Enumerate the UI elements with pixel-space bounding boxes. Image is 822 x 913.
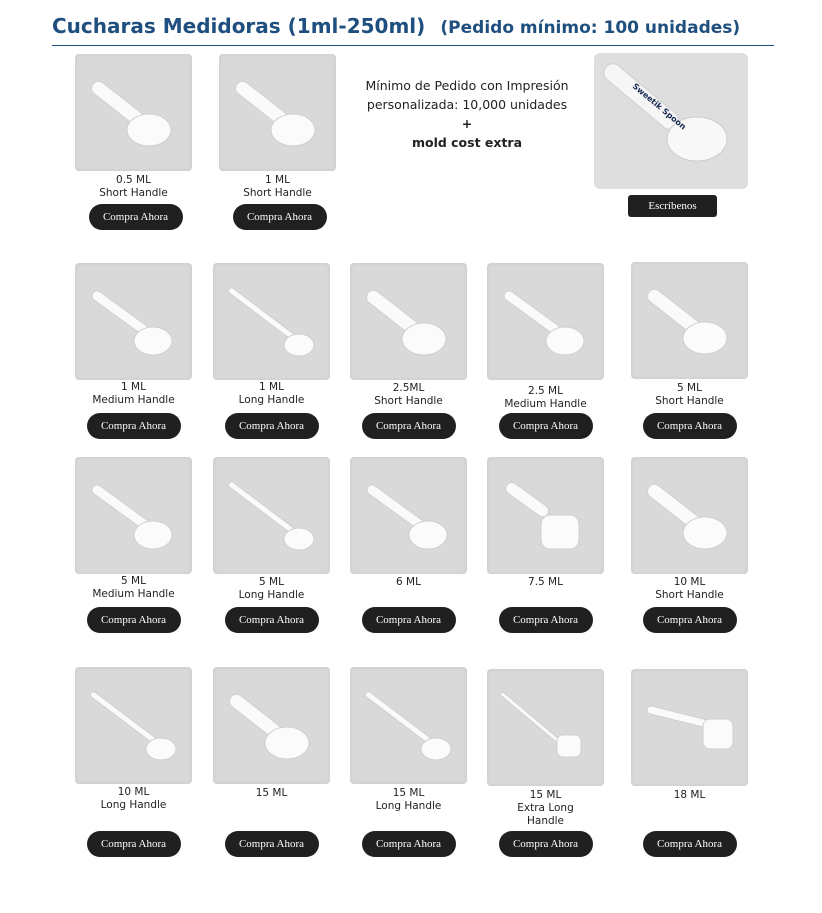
- product-size: 10 ML: [117, 786, 150, 798]
- product-label: [620, 576, 760, 602]
- buy-now-button[interactable]: Compra Ahora: [225, 607, 319, 633]
- product-label: [64, 174, 204, 200]
- spoon-short-icon: [219, 54, 336, 171]
- buy-now-button[interactable]: Compra Ahora: [499, 413, 593, 439]
- product-image[interactable]: [75, 263, 192, 380]
- product-image[interactable]: [75, 54, 192, 171]
- product-size: 1 ML: [259, 381, 284, 393]
- buy-now-button[interactable]: Compra Ahora: [89, 204, 183, 230]
- product-size: 6 ML: [396, 576, 421, 588]
- promo-line-2: personalizada: 10,000 unidades: [366, 97, 568, 112]
- custom-print-notice: [342, 76, 592, 152]
- product-label: [339, 382, 479, 408]
- product-label: [202, 576, 342, 602]
- product-handle: Short Handle: [99, 187, 168, 199]
- product-image[interactable]: [213, 457, 330, 574]
- product-size: 18 ML: [673, 789, 706, 801]
- product-label: [208, 174, 348, 200]
- buy-now-button[interactable]: Compra Ahora: [499, 831, 593, 857]
- spoon-long-icon: [75, 667, 192, 784]
- product-label: [339, 787, 479, 813]
- product-handle: Short Handle: [374, 395, 443, 407]
- spoon-medium-icon: [75, 263, 192, 380]
- product-label: [202, 381, 342, 407]
- product-image[interactable]: [213, 263, 330, 380]
- buy-now-button[interactable]: Compra Ahora: [233, 204, 327, 230]
- promo-line-1: Mínimo de Pedido con Impresión: [365, 78, 569, 93]
- product-size: 15 ML: [392, 787, 425, 799]
- product-handle: Long Handle: [100, 799, 167, 811]
- product-size: 5 ML: [259, 576, 284, 588]
- buy-now-button[interactable]: Compra Ahora: [87, 831, 181, 857]
- spoon-short-icon: [350, 263, 467, 380]
- product-size: 15 ML: [529, 789, 562, 801]
- product-label: [620, 382, 760, 408]
- buy-now-button[interactable]: Compra Ahora: [499, 607, 593, 633]
- product-image[interactable]: [75, 667, 192, 784]
- product-image[interactable]: [487, 669, 604, 786]
- product-image[interactable]: [219, 54, 336, 171]
- spoon-short-icon: [213, 667, 330, 784]
- product-handle: Medium Handle: [92, 588, 175, 600]
- spoon-extra-long-icon: [487, 669, 604, 786]
- scoop-cup-icon: [487, 457, 604, 574]
- product-image[interactable]: [350, 263, 467, 380]
- product-size: 5 ML: [121, 575, 146, 587]
- promo-line-3: mold cost extra: [411, 135, 523, 150]
- scoop-flat-icon: [631, 669, 748, 786]
- title-main: Cucharas Medidoras (1ml-250ml): [52, 14, 426, 38]
- product-handle: Long Handle: [375, 800, 442, 812]
- buy-now-button[interactable]: Compra Ahora: [643, 831, 737, 857]
- product-handle: Short Handle: [655, 589, 724, 601]
- buy-now-button[interactable]: Compra Ahora: [362, 607, 456, 633]
- product-label: [620, 789, 760, 802]
- spoon-short-icon: [631, 457, 748, 574]
- product-image[interactable]: [213, 667, 330, 784]
- product-size: 15 ML: [255, 787, 288, 799]
- page-title: [52, 14, 740, 38]
- printed-spoon-icon: [594, 53, 748, 189]
- buy-now-button[interactable]: Compra Ahora: [225, 413, 319, 439]
- product-image[interactable]: [631, 457, 748, 574]
- spoon-long-icon: [213, 457, 330, 574]
- product-size: 1 ML: [121, 381, 146, 393]
- product-image[interactable]: [350, 667, 467, 784]
- spoon-medium-icon: [75, 457, 192, 574]
- product-label: [64, 381, 204, 407]
- product-label: [64, 575, 204, 601]
- promo-plus: +: [461, 116, 473, 131]
- product-image[interactable]: [487, 457, 604, 574]
- spoon-short-icon: [75, 54, 192, 171]
- spoon-medium-icon: [350, 457, 467, 574]
- product-handle: Extra Long Handle: [517, 802, 574, 827]
- product-handle: Long Handle: [238, 589, 305, 601]
- buy-now-button[interactable]: Compra Ahora: [87, 413, 181, 439]
- product-size: 1 ML: [265, 174, 290, 186]
- buy-now-button[interactable]: Compra Ahora: [225, 831, 319, 857]
- title-min-order: (Pedido mínimo: 100 unidades): [440, 18, 741, 38]
- buy-now-button[interactable]: Compra Ahora: [643, 607, 737, 633]
- product-handle: Short Handle: [655, 395, 724, 407]
- product-image[interactable]: [487, 263, 604, 380]
- product-label: [202, 787, 342, 800]
- product-label: [64, 786, 204, 812]
- product-label: [476, 576, 616, 589]
- custom-spoon-image: [594, 53, 748, 189]
- buy-now-button[interactable]: Compra Ahora: [362, 831, 456, 857]
- write-us-button[interactable]: Escríbenos: [628, 195, 717, 217]
- spoon-short-icon: [631, 262, 748, 379]
- product-handle: Medium Handle: [92, 394, 175, 406]
- product-label: [476, 385, 616, 411]
- title-divider: [52, 45, 774, 46]
- product-label: [476, 789, 616, 828]
- buy-now-button[interactable]: Compra Ahora: [87, 607, 181, 633]
- product-size: 5 ML: [677, 382, 702, 394]
- buy-now-button[interactable]: Compra Ahora: [643, 413, 737, 439]
- product-image[interactable]: [75, 457, 192, 574]
- product-handle: Short Handle: [243, 187, 312, 199]
- product-size: 7.5 ML: [528, 576, 563, 588]
- spoon-print-text: Sweetik Spoon: [630, 81, 688, 132]
- product-handle: Long Handle: [238, 394, 305, 406]
- product-size: 2.5 ML: [528, 385, 563, 397]
- product-size: 2.5ML: [392, 382, 425, 394]
- product-image[interactable]: [631, 262, 748, 379]
- product-handle: Medium Handle: [504, 398, 587, 410]
- product-label: [339, 576, 479, 589]
- spoon-long-icon: [213, 263, 330, 380]
- product-size: 10 ML: [673, 576, 706, 588]
- product-size: 0.5 ML: [116, 174, 151, 186]
- product-image[interactable]: [350, 457, 467, 574]
- spoon-medium-icon: [487, 263, 604, 380]
- spoon-long-icon: [350, 667, 467, 784]
- buy-now-button[interactable]: Compra Ahora: [362, 413, 456, 439]
- product-image[interactable]: [631, 669, 748, 786]
